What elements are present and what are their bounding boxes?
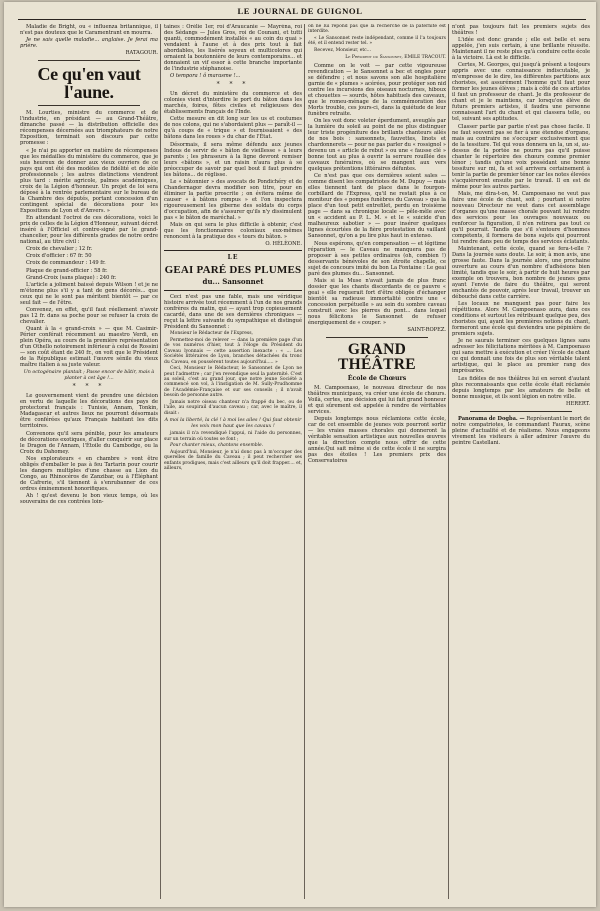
letter-paragraph: Permettez-moi de relever — dans la première page d'un de vos numéros d'hier, tout à l'éloge du Président du Caveau lyonnais — cette assertion inexacte : « ... Les Sociétés littéraires de Lyon, branches détachées du tronc du Caveau, en poussèrent toutes aujourd'hui..... »	[164, 337, 302, 365]
paragraph: Mais, me dira-t-on, M. Campoenaso ne veut pas faire une école de chant, soit ; pourtant si notre nouveau Directeur ne veut dans cet assemblage d'organes qu'une masse chorale pouvant lui rendre des services pour les ouvrages nouveaux ou renforcer la figuration, il n'en retirera pas tout ce qu'il pourrait. Tandis que s'il s'entoure d'hommes compétents, il formera de bons sujets qui pourront lui rendre dans peu de temps des services éclatants.	[452, 190, 590, 245]
column-rule	[160, 24, 161, 899]
paragraph: Convenez, en effet, qu'il faut réellement n'avoir pas 12 fr. dans sa poche pour se refuser la croix de chevalier.	[20, 307, 158, 326]
paragraph: Comme on le voit — par cette vigoureuse revendication — le Sansonnet a bec et ongles pour se défendre ; et nous savons son alle hospitalière garnie de « plumes » acérées, pour protéger son nid contre les incursions des oiseaux nocturnes, hiboux et chouettes — sourds, hôtes habituels des caveaux, que le romeu-ménage de la commémoration des Morts trouble, ces jours-ci, dans la quiétude de leur funèbre retraite.	[308, 63, 446, 117]
divider	[470, 411, 572, 412]
paragraph: En attendant l'octroi de ces décorations, voici le prix de celles de la Légion d'Honneur, suivant décret inséré à l'Officiel et contre-signé par le grand-chancelier, pour les différents grades de notre ordre national, au titre civil :	[20, 214, 158, 245]
article-headline: Ce qu'en vaut l'aune.	[37, 64, 141, 103]
column-1	[20, 24, 158, 901]
paragraph: Classer partie par partie n'est pas chose facile. Il ne faut souvent pas se fier à une étendue d'organe, mais au contraire ne s'occuper exclusivement que de la tessiture. Tel qui vous donnera un la, un si, au-dessus de la portée ne pourra pas qu'il puisse chanter le répertoire des chœurs comme premier ténor ; tandis qu'une voix possédant une bonne tessiture sur mi, fa et sol arrivera certainement à tenir la partie de premier ténor car les notes élevées s'acquièreront ensuite par le travail. Il en est de même pour les autres parties.	[452, 123, 590, 190]
article-headline: GRAND THÉÂTRE	[338, 340, 416, 374]
masthead: LE JOURNAL DE GUIGNOL	[237, 6, 363, 16]
paragraph: Certes, M. Georges, qui jusqu'à présent a toujours appris avec une connaissance indiscutable, je m'empresse de le dire, les différentes partitions aux choristes, est assurément l'homme qu'il faut pour former les jeunes élèves ; mais à côté de ces artistes il faut un professeur de chant. Je dis professeur de chant et je le maintiens, car lorsqu'on élève de futurs premiers artistes, il faudra une personne connaissant l'art du chant et qui classera telle, ou tel, suivant ses aptitudes.	[452, 62, 590, 123]
paragraph: Mais on qui sera le plus difficile à obtenir, c'est que les fonctionnaires coloniaux eux-mêmes renoncent à la pratique des « tours du bâton. »	[164, 221, 302, 240]
paragraph: Ah ! qu'est devenu le bon vieux temps, où les souverains de ces contrées loin-	[20, 493, 158, 505]
letter-paragraph: Jamais notre oiseau chanteur n'a frappé du bec, ou de l'aile, au soupirail d'aucun caveau ; car, avec le maître, il disait :	[164, 399, 302, 416]
paragraph: L'article a joliment baissé depuis Wilson ! et je ne m'étonne plus s'il y a tant de gens décorés... que ceux qui ne le sont pas méritent bientôt — par ce seul fait — de l'être.	[20, 281, 158, 306]
paragraph: Le gouvernement vient de prendre une décision en vertu de laquelle les décorations des pays de protectorat français : Tunisie, Annam, Tonkin, Madagascar et autres lieux ne pourront désormais être conférées qu'aux Français habitant les dits territoires.	[20, 393, 158, 430]
headline-box	[164, 250, 302, 291]
signature: HERERT.	[566, 400, 590, 407]
signature: O. HÉLÈONE.	[265, 241, 302, 248]
letter-salutation: Monsieur le Rédacteur de l'Express,	[170, 331, 253, 337]
price-line: Grand-Croix (sans plaque) : 240 fr.	[26, 274, 117, 281]
paragraph: Cette mesure en dit long sur les us et coutumes de nos colons, qui ne s'abordaient plus — paraît-il — qu'à coups de « trique » et fournissaient « des bâtons dans les roues » du char de l'État.	[164, 116, 302, 141]
divider	[38, 60, 140, 61]
price-line: Plaque de grand-officier : 58 fr.	[26, 267, 108, 274]
paragraph: Je ne sais quelle maladie... anglaise. Je ferai ma prière.	[20, 37, 158, 50]
paragraph: O tempora ! ô marasme !...	[170, 73, 241, 80]
article-subheadline	[164, 279, 302, 285]
news-item-text: Représentant le mort de notre compatriotes, le commandant Faurax, scène pleine d'actualité et de réalisme. Nous engageons vivement les visiteurs à aller admirer l'œuvre du peintre Castellani.	[452, 415, 590, 446]
headline-article: LE	[227, 254, 239, 262]
letter-paragraph: Recevez, Monsieur, etc...	[314, 48, 371, 53]
paragraph: Désormais, il sera même défendu aux jeunes Indous de servir de « bâton de vieillesse » à leurs parents ; les phraseurs à la ligne devront remiser leurs «bâtons », et un raisin n'aura plus à se préoccuper de savoir par quel bout il faut prendre les bâtons... de réglisse.	[164, 141, 302, 178]
paragraph: Les locaux ne manquent pas pour faire les répétitions. Alors M. Campoenaso aura, dans ces conditions et surtout les rétribuant quelque peu, des choristes qui, ayant les premières notions du chant, formeront une école qui deviendra une pépinière de premiers sujets.	[452, 301, 590, 338]
paragraph: Mais si la Muse n'avait jamais de plus franc dossier que les chants discordants de ce pauvre « geai » elle reguerait fort d'être obligée d'échanger bientôt sa radieuse immortalité contre une « concession perpétuelle » au sein du sombre caveau construit avec les pierres du pont... dans lequel nous félicitons le Sansonnet de refuser énergiquement de « couper. »	[308, 277, 446, 326]
masthead-rule	[18, 19, 586, 20]
divider	[326, 337, 428, 338]
paragraph: Nous espérons, qu'en compensation — et légitime réparation — le Caveau ne manquera pas de proposer à ses petites ordinaires (oh, combien !) desservants bénévoles de son étroite chapelle, ce sujet de concours imité du bon La Fontaine : Le geai paré des plumes du... Sansonnet.	[308, 240, 446, 277]
paragraph: Je ne saurais terminer ces quelques lignes sans adresser les félicitations méritées à M. Campoenaso qui sans mettre à exécution et créer l'école de chant ce qui donnait une fois de plus son véritable talent artistique, qui le place au premier rang des imprésarios.	[452, 338, 590, 375]
article-headline: GEAI PARÉ DES PLUMES	[164, 264, 302, 277]
paragraph: Les fidèles de nos théâtres lui en seront d'autant plus reconnaissants que cette école était réclamée depuis longtemps par les amateurs de belle et bonne musique, et ils sont légion en notre ville.	[452, 375, 590, 400]
verse-quote: A moi la liberté, la clé ! à moi les ailes ! Qui faut obtenir les voix mon haut que les cavaux !	[164, 417, 302, 429]
paragraph: Quant à la « grand-croix » — que M. Casimir-Périer conférait récemment au maestro Verdi, en plein Opéra, au cours de la première représentation d'un Othello notoirement inférieur à celui de Rossini — son coût étant de 240 fr., on voit que le Président de la République estimait l'œuvre sénile du vieux maître italien à sa juste valeur.	[20, 326, 158, 369]
paragraph: n'ont pas toujours fait les premiers sujets des théâtres !	[452, 24, 590, 36]
news-item-lead: Panorama de Dogba. —	[458, 415, 525, 422]
letter-paragraph: Aujourd'hui, Monsieur, je n'ai donc pas à m'occuper des querelles de famille du Caveau ; il peut rechercher ses enfants prodigues, mais c'est ailleurs qu'il doit frapper.... et, ailleurs,	[164, 449, 302, 471]
letter-paragraph: « Le Sansonnet reste indépendant, comme il l'a toujours été, et il entend rester tel. »	[308, 36, 446, 47]
paragraph: Convenons qu'il sera pénible, pour les amateurs de décorations exotiques, d'aller conquérir sur place le Dragon de l'Annam, l'Étoile du Cambodge, ou la Croix du Dahomey.	[20, 430, 158, 455]
column-rule	[448, 24, 449, 899]
letter-paragraph: Pour chanter mieux, chantons ensemble.	[170, 443, 264, 449]
paragraph: Ce n'est pas que ces dernières soient sales — comme disent les compatriotes de M. Dupuy — mais elles tiennent tant de place dans le fourgon-corbillard de l'Express, qu'il ne restait plus à ce moniteur des « pompes funèbres du Caveau » que la place d'un tout petit entrefilet, perdu en troisième page — dans sa chronique locale — pêle-mêle avec un « accident au P. L. M. » et le « suicide d'un malheureux sabotier » — pour insérer quelques lignes écourtées de la fière protestation du vaillant Sansonnet, qu'on a pu lire plus haut in extenso.	[308, 173, 446, 240]
letter-paragraph: Ceci, Monsieur le Rédacteur, le Sansonnet de Lyon ne peut l'admettre ; car j'en revendique seul la paternité. C'est au soleil, c'est au grand jour, que notre jeune Société a commencé son vol, à l'instigation de M. Sully-Prudhomme de l'Académie-Française et sur ses conseils ; il n'avait besoin de personne autre.	[164, 366, 302, 399]
subheadline-name: Sansonnet	[222, 277, 264, 287]
paragraph: Nos explorateurs « en chambre » vont être obligés d'emballer le pas à feu Tartarin pour courir les dangers multiples d'une chasse au Lion du Congo, au Rhinocéros de Zanzibar, ou à l'Éléphant de Cafrerie, s'il tiennent à s'enrubanner de ces ordres éminemment honorifiques.	[20, 455, 158, 492]
newspaper-page	[4, 2, 596, 907]
signature: Le Président du Sansonnet, EMILE TRACOUT.	[345, 54, 446, 60]
column-rule	[304, 24, 305, 899]
verse-quote: Un octogénaire plantait ; Passe encor de bâtir, mais à planter à cet âge !...	[23, 370, 155, 381]
subheadline-prefix: du...	[202, 277, 220, 287]
price-line: Croix de commandeur : 149 fr.	[26, 260, 106, 267]
news-item	[452, 416, 590, 446]
paragraph: Depuis longtemps nous réclamions cette école, car de cet ensemble de jeunes voix pourront sortir — les vraies masses chorales qui donneront la véritable sensation artistique aux nouvelles œuvres que la direction compte nous offrir de cette année.Qui sait même si de cette école il ne surgira pas des étoiles ! Les premiers prix des Conservatoires	[308, 416, 446, 465]
paragraph: « Je n'ai pu apporter en matière de récompenses que les médailles du ministère du commerce, que je suis heureux de donner aux vieux ouvriers de ce pays qui ont été des modèles de fidélité et de zèle professionnels ; les autres distinctions viendront plus tard : mérite agricole, palmes académiques, croix de la Légion d'honneur. Un projet de loi sera déposé à la rentrée parlementaire sur le bureau de la Chambre des députés, portant concession d'un contingent spécial de décorations pour les Expositions de Lyon et d'Anvers. »	[20, 147, 158, 214]
paragraph: Le « bâtonnier » des avocats de Pondichéry et de Chandernagor devra modifier son titre, pour en éliminer la partie proscrite ; on évitera même de causer « à bâtons rompus » et l'on inspectera rigoureusement les giberne des soldats du corps d'occupation, afin de s'assurer qu'ils n'y dissimulent pas « le bâton de maréchal. »	[164, 178, 302, 221]
letter-paragraph: jamais il n'a revendiqué l'appui, ni l'aide du personnes, sur un terrain où toutes se font ;	[164, 431, 302, 442]
paragraph: M. Campoenaso, le nouveau directeur de nos théâtres municipaux, va créer une école de chœurs. Voilà, certes, une décision qui lui fait grand honneur et qui sûrement est appelée à rendre de véritables services.	[308, 384, 446, 415]
paragraph: Maladie de Bright, ou « influenza britannique, il n'est pas douteux que le Caramentrant en mourra.	[20, 24, 158, 36]
letter-paragraph: on ne lui répond pas que la recherche de la paternité est interdite.	[308, 24, 446, 35]
signature: SAINT-ROPEZ.	[407, 326, 446, 333]
paragraph: Maintenant, cette école, quand se fera-t-elle ? Dans la journée sans doute. Le soir, à mon avis, une grosse faute. Dans la journée alors, une prochaine ouverture au cours d'un nombre d'adhésions bien limité, tandis que le soir, à partir de huit heures par exemple on trouvera, bon nombre de jeunes gens ayant l'envie de faire du théâtre, qui seront enchantés de pouvoir, après leur travail, trouver un débouché dans cette carrière.	[452, 245, 590, 300]
price-line: Croix d'officier : 67 fr. 50	[26, 253, 92, 260]
paragraph: M. Lourties, ministre du commerce et de l'industrie, en présidant — au Grand-Théâtre, dimanche passé — la distribution officielle des récompenses décernées aux triomphateurs de notre Exposition, terminait son discours par cette promesse :	[20, 110, 158, 147]
paragraph: Ceci n'est pas une fable, mais une véridique histoire arrivée tout récemment à l'un de nos grands confrères du matin, qui — ayant trop copieusement cacardé, dans une de ses dernières chroniques — reçut la lettre suivante du sympathique et distingué Président du Sansonnet :	[164, 294, 302, 331]
paragraph: On les voit donc voleter éperdument, aveuglés par la lumière du soleil au point de ne plus distinguer leur triste progéniture des brillants chanteurs ailés de nos bois : sansonnets, fauvettes, linots et chardonnerets — pour ne pas parler du « rossignol » devenu un « article de rebut » ou une « fausse clé » bonne tout au plus à ouvrir la serrure rouillée des caveaux funéraires, où se mangent aux vers quelques prétentions littéraires défuntes.	[308, 118, 446, 173]
article-subheadline: École de Chœurs	[347, 374, 407, 382]
section-stars: * * *	[72, 383, 106, 391]
section-stars: * * *	[216, 81, 250, 89]
paragraph: Un décret du ministère du commerce et des colonies vient d'interdire le port du bâton dans les marchés, foires, fêtes civiles et religieuses des établissements français de l'Inde.	[164, 91, 302, 116]
divider	[38, 105, 140, 106]
column-4	[452, 24, 590, 901]
paragraph: taines : Orélie 1er, roi d'Araucanie — Mayréna, roi des Sédangs — Jules Gros, roi de Counani, et tutti quanti, commodément installés « au coin du quai » vendaient à l'aune et à des prix tout à fait abordables, les lisérés soyeux et multicolores qui ornaient la boutonnière de leurs contemporains... et donnaient un vif essor à cette branche importante de l'industrie stéphanoise.	[164, 24, 302, 72]
paragraph: L'idée est donc grande ; elle est belle et sera appelée, j'en suis certain, à une brillante réussite. Maintenant il ne reste plus qu'à conduire cette école à la victoire. Là est le difficile.	[452, 37, 590, 62]
price-line: Croix de chevalier ; 12 fr.	[26, 245, 93, 252]
column-3	[308, 24, 446, 901]
signature: RATAGOUR.	[125, 50, 158, 57]
column-2	[164, 24, 302, 901]
